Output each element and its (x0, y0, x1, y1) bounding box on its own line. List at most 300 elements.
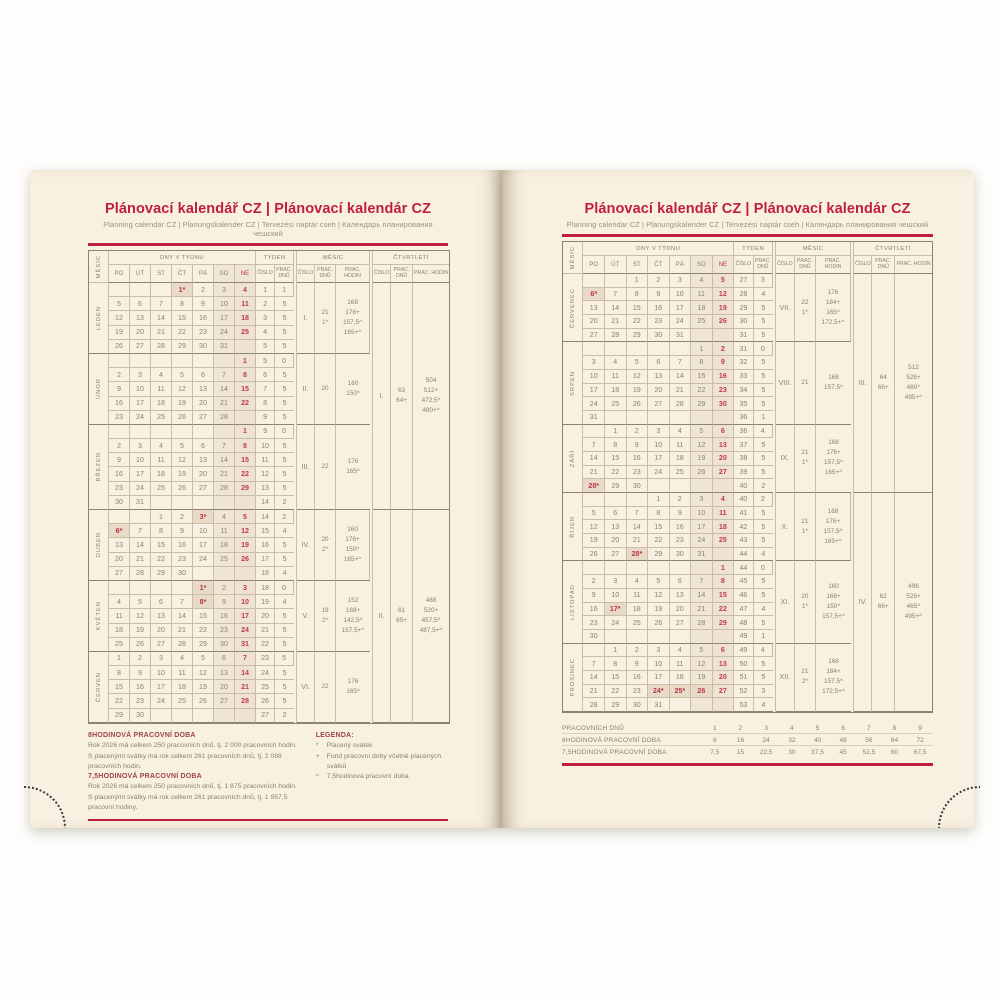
day-cell (193, 709, 214, 723)
value-line: 184+ (826, 668, 841, 676)
value-line: 64 (879, 374, 887, 382)
day-cell: 31 (130, 496, 151, 510)
quarter-subheader: PRAC. DNŮ (872, 256, 895, 274)
day-cell: 3 (130, 368, 151, 382)
conversion-value: 72 (916, 736, 924, 744)
red-rule-top (88, 243, 448, 246)
week-number-cell: 9 (256, 425, 275, 439)
day-cell: 14 (172, 609, 193, 623)
day-cell: 18 (713, 520, 735, 534)
day-cell: 26 (172, 411, 193, 425)
day-cell: 6 (713, 425, 735, 439)
day-cell (670, 342, 692, 356)
week-workdays-cell: 5 (754, 507, 773, 521)
day-cell: 9 (214, 595, 235, 609)
day-cell: 17 (130, 467, 151, 481)
day-cell (151, 425, 172, 439)
day-cell: 15 (193, 609, 214, 623)
day-cell: 6 (151, 595, 172, 609)
day-cell: 17 (193, 538, 214, 552)
week-number-cell: 27 (734, 274, 753, 288)
day-cell: 18 (151, 467, 172, 481)
day-cell: 5 (691, 425, 713, 439)
day-header-ne: NE (713, 256, 735, 274)
day-cell: 27 (713, 685, 735, 699)
week-number-cell: 8 (256, 397, 275, 411)
day-cell: 8 (151, 524, 172, 538)
day-cell (713, 548, 735, 562)
day-header-pá: PÁ (193, 265, 214, 283)
quarter-workdays-cell (872, 274, 895, 493)
day-cell: 30 (130, 709, 151, 723)
day-cell: 27 (130, 340, 151, 354)
day-cell: 31 (214, 340, 235, 354)
day-cell: 28 (151, 340, 172, 354)
day-cell: 18 (670, 452, 692, 466)
legend-symbol-asterisk: * (315, 742, 319, 750)
day-cell: 1 (235, 354, 256, 368)
value-line: 62 (879, 593, 887, 601)
day-cell: 4 (151, 439, 172, 453)
day-cell: 19 (648, 603, 670, 617)
day-cell: 11 (109, 609, 130, 623)
month-axis-header (89, 251, 109, 283)
day-cell: 10 (151, 666, 172, 680)
value-line: 487,5+^ (419, 626, 443, 634)
day-cell: 6 (648, 356, 670, 370)
week-number-cell: 47 (734, 603, 753, 617)
day-cell: 17* (605, 603, 627, 617)
month-hours-cell (336, 283, 370, 354)
day-cell (627, 561, 649, 575)
day-cell: 4 (670, 425, 692, 439)
value-line: 19 (321, 606, 329, 614)
value-line: 157,5+^ (341, 626, 365, 634)
day-cell: 19 (235, 538, 256, 552)
day-cell: 19 (583, 534, 605, 548)
week-workdays-cell: 5 (754, 397, 773, 411)
day-cell: 18 (605, 384, 627, 398)
day-cell: 27 (193, 411, 214, 425)
value-line: 176+ (345, 536, 360, 544)
day-cell: 14 (691, 589, 713, 603)
value-line: 168 (828, 439, 839, 447)
day-cell: 29 (605, 698, 627, 712)
week-workdays-cell: 4 (754, 698, 773, 712)
day-cell: 3 (235, 581, 256, 595)
month-number-cell: VI. (297, 652, 315, 723)
day-cell: 18 (235, 311, 256, 325)
value-line: 512+ (423, 387, 439, 395)
value-line: 61 (398, 606, 406, 614)
week-number-cell: 41 (734, 507, 753, 521)
month-workdays-cell (315, 354, 336, 425)
week-workdays-cell: 4 (754, 425, 773, 439)
value-line: 160 (347, 526, 358, 534)
day-cell: 21 (583, 685, 605, 699)
conversion-value: 3 (764, 724, 768, 732)
value-line: 495+^ (904, 393, 923, 401)
conversion-value: 48 (839, 736, 847, 744)
week-workdays-cell: 5 (754, 657, 773, 671)
week-number-cell: 34 (734, 384, 753, 398)
value-line: 176 (347, 458, 359, 466)
day-cell: 23 (627, 466, 649, 480)
day-header-po: PO (109, 265, 130, 283)
day-cell: 13 (583, 301, 605, 315)
day-cell (151, 709, 172, 723)
day-cell: 11 (670, 438, 692, 452)
day-cell (235, 496, 256, 510)
day-cell: 24 (130, 411, 151, 425)
day-cell: 14 (235, 666, 256, 680)
week-number-cell: 38 (734, 452, 753, 466)
month-workdays-cell (315, 425, 336, 510)
day-cell (627, 411, 649, 425)
week-number-cell: 27 (256, 709, 275, 723)
day-cell: 15 (605, 671, 627, 685)
day-cell: 7 (130, 524, 151, 538)
day-cell: 28* (627, 548, 649, 562)
page-title: Plánovací kalendář CZ | Plánovací kalendár CZ (584, 201, 911, 217)
value-line: 480+^ (422, 406, 440, 414)
week-workdays-cell: 2 (754, 493, 773, 507)
month-hours-cell (336, 581, 370, 652)
workday-hours-conversion-table (562, 722, 933, 757)
day-header-pá: PÁ (670, 256, 692, 274)
month-number-cell: VIII. (776, 342, 794, 424)
month-name-cell (89, 652, 109, 723)
day-cell: 17 (583, 384, 605, 398)
week-workdays-cell: 5 (275, 538, 294, 552)
day-cell: 8 (605, 438, 627, 452)
week-number-cell: 31 (734, 342, 753, 356)
day-cell: 1 (605, 425, 627, 439)
day-cell (193, 496, 214, 510)
week-subheader: PRAC. DNŮ (754, 256, 773, 274)
day-cell: 10 (648, 438, 670, 452)
month-group-header: MĚSÍC (776, 242, 851, 256)
day-cell (713, 698, 735, 712)
week-workdays-cell: 5 (275, 439, 294, 453)
page-right-content (562, 170, 933, 828)
day-cell: 1* (172, 283, 193, 297)
day-cell: 19 (713, 301, 735, 315)
quarter-group-header: ČTVRTLETÍ (854, 242, 932, 256)
day-cell: 12 (648, 589, 670, 603)
day-cell: 18 (691, 301, 713, 315)
conversion-value: 8 (713, 736, 717, 744)
day-cell: 7 (583, 657, 605, 671)
day-cell: 29 (193, 638, 214, 652)
day-cell: 3 (648, 644, 670, 658)
month-hours-cell (336, 425, 370, 510)
day-cell: 17 (214, 311, 235, 325)
day-cell: 27 (670, 616, 692, 630)
week-workdays-cell: 2 (275, 709, 294, 723)
week-workdays-cell: 1 (754, 630, 773, 644)
day-cell: 28* (583, 479, 605, 493)
value-line: 22 (801, 298, 809, 306)
day-cell: 13 (713, 657, 735, 671)
week-number-cell: 5 (256, 354, 275, 368)
day-cell (109, 581, 130, 595)
week-workdays-cell: 5 (275, 311, 294, 325)
week-number-cell: 24 (256, 666, 275, 680)
week-workdays-cell: 5 (275, 680, 294, 694)
week-workdays-cell: 5 (754, 452, 773, 466)
day-cell: 27 (151, 638, 172, 652)
day-cell: 15 (713, 589, 735, 603)
day-cell (713, 329, 735, 343)
day-cell: 10 (130, 382, 151, 396)
day-cell: 20 (151, 624, 172, 638)
day-cell: 12 (235, 524, 256, 538)
week-number-cell: 42 (734, 520, 753, 534)
day-cell: 22 (627, 315, 649, 329)
day-cell: 9 (627, 438, 649, 452)
day-cell: 9 (670, 507, 692, 521)
day-cell (583, 342, 605, 356)
month-name-cell (563, 493, 583, 561)
day-cell (605, 411, 627, 425)
day-cell: 24 (583, 397, 605, 411)
month-name-cell (89, 354, 109, 425)
day-cell: 27 (109, 567, 130, 581)
day-cell: 5 (172, 439, 193, 453)
week-number-cell: 50 (734, 657, 753, 671)
day-cell: 26 (691, 685, 713, 699)
day-cell (151, 283, 172, 297)
value-line: 472,5^ (421, 397, 441, 404)
day-cell: 8 (235, 439, 256, 453)
day-cell: 29 (151, 567, 172, 581)
day-cell: 30 (214, 638, 235, 652)
day-cell: 13 (193, 453, 214, 467)
value-line: 2* (322, 616, 329, 624)
value-line: 157,5^ (343, 318, 363, 326)
conversion-row (562, 745, 933, 757)
day-header-čt: ČT (172, 265, 193, 283)
value-line: 1* (801, 603, 808, 610)
quarter-number-cell: II. (373, 510, 391, 723)
value-line: 165+^ (343, 328, 362, 336)
day-cell: 12 (130, 609, 151, 623)
month-name-cell (563, 425, 583, 493)
day-cell (235, 340, 256, 354)
week-workdays-cell: 5 (275, 694, 294, 708)
day-cell (605, 493, 627, 507)
day-cell: 12 (172, 382, 193, 396)
day-cell: 20 (583, 315, 605, 329)
day-cell: 5 (235, 510, 256, 524)
day-cell (583, 493, 605, 507)
month-hours-cell (816, 493, 851, 561)
quarter-subheader: PRAC. HODIN (895, 256, 932, 274)
month-workdays-cell (315, 283, 336, 354)
week-number-cell: 44 (734, 561, 753, 575)
month-name-cell (89, 425, 109, 510)
month-workdays-cell (315, 581, 336, 652)
day-cell: 4 (627, 575, 649, 589)
month-hours-cell (816, 561, 851, 643)
week-workdays-cell: 1 (275, 283, 294, 297)
day-cell: 27 (648, 397, 670, 411)
value-line: 20 (321, 536, 329, 544)
week-number-cell: 18 (256, 581, 275, 595)
day-cell: 26 (648, 616, 670, 630)
day-cell: 2 (172, 510, 193, 524)
day-cell: 7 (627, 507, 649, 521)
week-number-cell: 44 (734, 548, 753, 562)
day-cell: 4 (151, 368, 172, 382)
day-cell: 9 (713, 356, 735, 370)
day-cell: 14 (670, 370, 692, 384)
week-number-cell: 12 (256, 467, 275, 481)
day-cell (172, 709, 193, 723)
month-hours-cell (816, 644, 851, 712)
day-cell: 3 (648, 425, 670, 439)
day-cell: 27 (583, 329, 605, 343)
value-line: 488 (425, 597, 437, 605)
day-cell: 24 (130, 482, 151, 496)
day-cell: 5 (713, 274, 735, 288)
week-number-cell: 40 (734, 479, 753, 493)
day-header-čt: ČT (648, 256, 670, 274)
day-cell: 19 (130, 624, 151, 638)
week-workdays-cell: 5 (275, 368, 294, 382)
worktime-notes (88, 731, 448, 813)
week-number-cell: 16 (256, 538, 275, 552)
week-workdays-cell: 5 (754, 315, 773, 329)
week-number-cell: 18 (256, 567, 275, 581)
red-rule-top (562, 234, 933, 237)
month-name: KVĚTEN (95, 601, 102, 631)
day-header-út: ÚT (605, 256, 627, 274)
legend-symbol-caret: ^ (315, 772, 319, 780)
month-number-cell: VII. (776, 274, 794, 342)
day-cell (583, 644, 605, 658)
day-cell: 11 (172, 666, 193, 680)
value-line: 22 (321, 682, 329, 690)
value-line: 168 (347, 299, 358, 307)
quarter-group-header: ČTVRTLETÍ (373, 251, 449, 265)
day-cell: 12 (193, 666, 214, 680)
day-cell: 22 (605, 685, 627, 699)
month-name-cell (89, 510, 109, 581)
week-workdays-cell: 0 (275, 354, 294, 368)
week-workdays-cell: 5 (754, 616, 773, 630)
day-cell: 6* (109, 524, 130, 538)
month-number-cell: X. (776, 493, 794, 561)
day-cell: 14 (605, 301, 627, 315)
day-cell: 8 (235, 368, 256, 382)
day-cell: 31 (648, 698, 670, 712)
conversion-value: 2 (738, 724, 743, 732)
value-line: 65+ (396, 616, 407, 624)
day-cell: 10 (214, 297, 235, 311)
day-cell: 19 (691, 671, 713, 685)
day-cell (627, 493, 649, 507)
week-workdays-cell: 4 (754, 548, 773, 562)
day-cell: 20 (109, 553, 130, 567)
day-cell: 6* (583, 288, 605, 302)
day-cell: 21 (235, 680, 256, 694)
legend-item (316, 752, 448, 772)
day-cell: 8 (713, 575, 735, 589)
day-cell: 3 (670, 274, 692, 288)
day-cell (130, 510, 151, 524)
month-name: ČERVEN (95, 671, 102, 702)
day-cell: 9 (109, 453, 130, 467)
day-cell: 29 (235, 482, 256, 496)
day-header-po: PO (583, 256, 605, 274)
month-name: SRPEN (569, 370, 576, 396)
value-line: 21 (321, 309, 329, 317)
legend-text: Fond pracovní doby včetně placených svátků (326, 752, 442, 770)
day-cell: 6 (193, 439, 214, 453)
week-number-cell: 33 (734, 370, 753, 384)
value-line: 2* (801, 678, 808, 686)
day-cell: 13 (713, 438, 735, 452)
day-cell: 27 (605, 548, 627, 562)
quarter-hours-cell (413, 283, 449, 510)
worktime-8h-title: 8HODINOVÁ PRACOVNÍ DOBA (88, 731, 196, 739)
day-cell: 4 (172, 652, 193, 666)
day-cell: 27 (713, 466, 735, 480)
day-cell (151, 496, 172, 510)
day-cell: 5 (583, 507, 605, 521)
day-cell: 27 (193, 482, 214, 496)
value-line: 21 (801, 379, 809, 387)
month-hours-cell (336, 510, 370, 581)
value-line: 1* (801, 459, 808, 467)
value-line: 1* (322, 318, 329, 326)
day-cell (691, 411, 713, 425)
value-line: 520+ (423, 606, 439, 614)
week-workdays-cell: 5 (275, 482, 294, 496)
day-cell: 4 (109, 595, 130, 609)
worktime-75h-title: 7,5HODINOVÁ PRACOVNÍ DOBA (88, 772, 202, 780)
week-workdays-cell: 0 (754, 342, 773, 356)
day-cell: 6 (193, 368, 214, 382)
week-number-cell: 17 (256, 553, 275, 567)
day-cell (193, 567, 214, 581)
day-cell: 24 (193, 553, 214, 567)
value-line: 168+ (826, 593, 841, 601)
day-cell: 7 (670, 356, 692, 370)
week-workdays-cell: 5 (754, 466, 773, 480)
day-cell: 10 (583, 370, 605, 384)
week-subheader: PRAC. DNŮ (275, 265, 294, 283)
week-workdays-cell: 5 (275, 382, 294, 396)
month-subheader: PRAC. HODIN (336, 265, 370, 283)
day-cell: 29 (648, 548, 670, 562)
week-group-header: TÝDEN (256, 251, 294, 265)
week-number-cell: 29 (734, 301, 753, 315)
conversion-value: 24 (762, 736, 770, 744)
week-number-cell: 10 (256, 439, 275, 453)
day-cell: 11 (151, 453, 172, 467)
day-cell: 21 (583, 466, 605, 480)
day-cell: 26 (109, 340, 130, 354)
month-subheader: ČÍSLO (776, 256, 794, 274)
day-cell (648, 630, 670, 644)
day-cell: 3 (130, 439, 151, 453)
week-workdays-cell: 5 (275, 411, 294, 425)
day-cell: 29 (605, 479, 627, 493)
day-cell: 1 (627, 274, 649, 288)
